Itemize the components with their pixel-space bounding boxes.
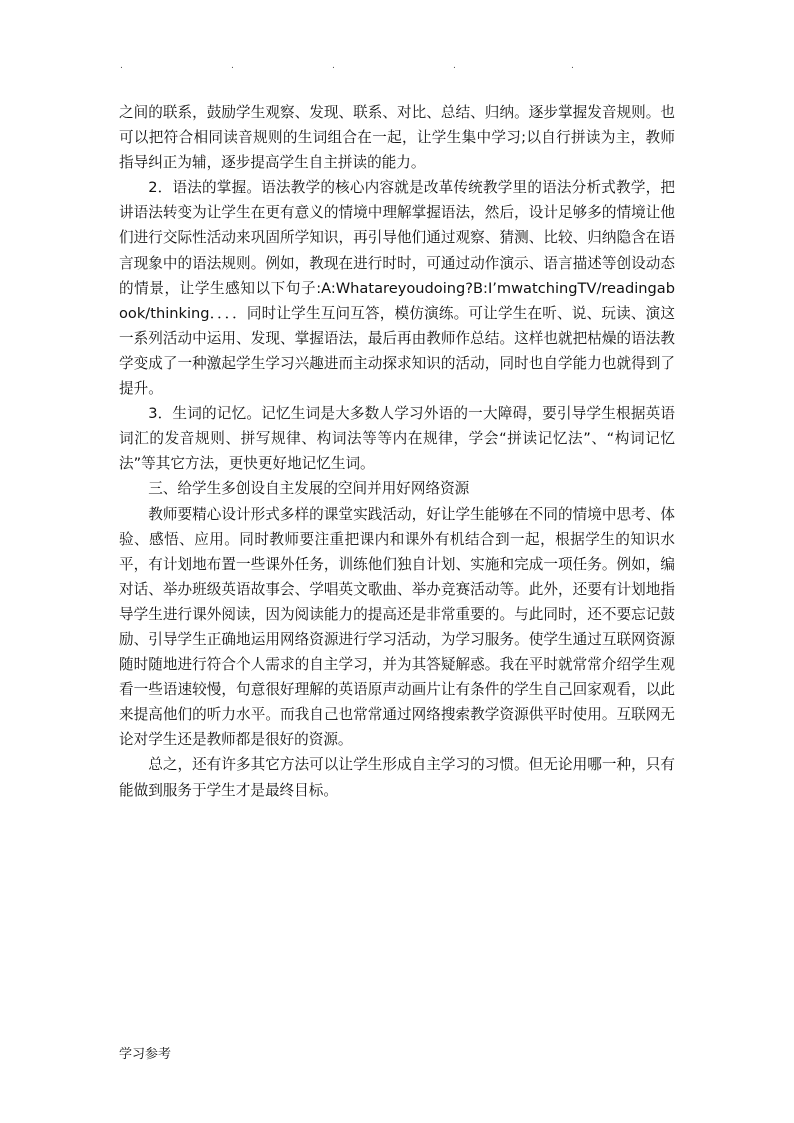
paragraph-vocabulary: 3．生词的记忆。记忆生词是大多数人学习外语的一大障碍，要引导学生根据英语词汇的发音规则、拼写规律、构词法等等内在规律，学会“拼读记忆法”、“构词记忆法”等其它方法，更快更好地记忆生词。 bbox=[119, 405, 675, 473]
header-dot: . bbox=[571, 61, 574, 71]
page-footer-label: 学习参考 bbox=[119, 1047, 172, 1062]
header-dot: . bbox=[231, 61, 234, 71]
paragraph-conclusion: 总之，还有许多其它方法可以让学生形成自主学习的习惯。但无论用哪一种，只有能做到服务于学生才是最终目标。 bbox=[119, 756, 675, 799]
paragraph-activities-network: 教师要精心设计形式多样的课堂实践活动，好让学生能够在不同的情境中思考、体验、感悟、应用。同时教师要注重把课内和课外有机结合到一起，根据学生的知识水平，有计划地布置一些课外任务，训练他们独自计划、实施和完成一项任务。例如，编对话、举办班级英语故事会、学唱英文歌曲、举办竞赛活动等。此外，还要有计划地指导学生进行课外阅读，因为阅读能力的提高还是非常重要的。与此同时，还不要忘记鼓励、引导学生正确地运用网络资源进行学习活动，为学习服务。使学生通过互联网资源随时随地进行符合个人需求的自主学习，并为其答疑解惑。我在平时就常常介绍学生观看一些语速较慢，句意很好理解的英语原声动画片让有条件的学生自己回家观看，以此来提高他们的听力水平。而我自己也常常通过网络搜索教学资源供平时使用。互联网无论对学生还是教师都是很好的资源。 bbox=[119, 505, 675, 749]
document-body bbox=[119, 100, 675, 803]
section-heading-three: 三、给学生多创设自主发展的空间并用好网络资源 bbox=[148, 480, 470, 498]
header-dot: . bbox=[332, 61, 335, 71]
header-dot: . bbox=[120, 61, 123, 71]
header-dot: . bbox=[453, 61, 456, 71]
page-header-dots bbox=[120, 62, 580, 70]
paragraph-pronunciation-rules: 之间的联系，鼓励学生观察、发现、联系、对比、总结、归纳。逐步掌握发音规则。也可以把符合相同读音规则的生词组合在一起，让学生集中学习;以自行拼读为主，教师指导纠正为辅，逐步提高学生自主拼读的能力。 bbox=[119, 104, 675, 172]
paragraph-grammar: 2．语法的掌握。语法教学的核心内容就是改革传统教学里的语法分析式教学，把讲语法转变为让学生在更有意义的情境中理解掌握语法，然后，设计足够多的情境让他们进行交际性活动来巩固所学知识，再引导他们通过观察、猜测、比较、归纳隐含在语言现象中的语法规则。例如，教现在进行时时，可通过动作演示、语言描述等创设动态的情景，让学生感知以下句子:A:Whatareyoudoing?B:I’mwatchingTV/readingabook/thinking．．．．同时让学生互问互答，模仿演练。可让学生在听、说、玩读、演这一系列活动中运用、发现、掌握语法，最后再由教师作总结。这样也就把枯燥的语法教学变成了一种激起学生学习兴趣进而主动探求知识的活动，同时也自学能力也就得到了提升。 bbox=[119, 179, 675, 398]
